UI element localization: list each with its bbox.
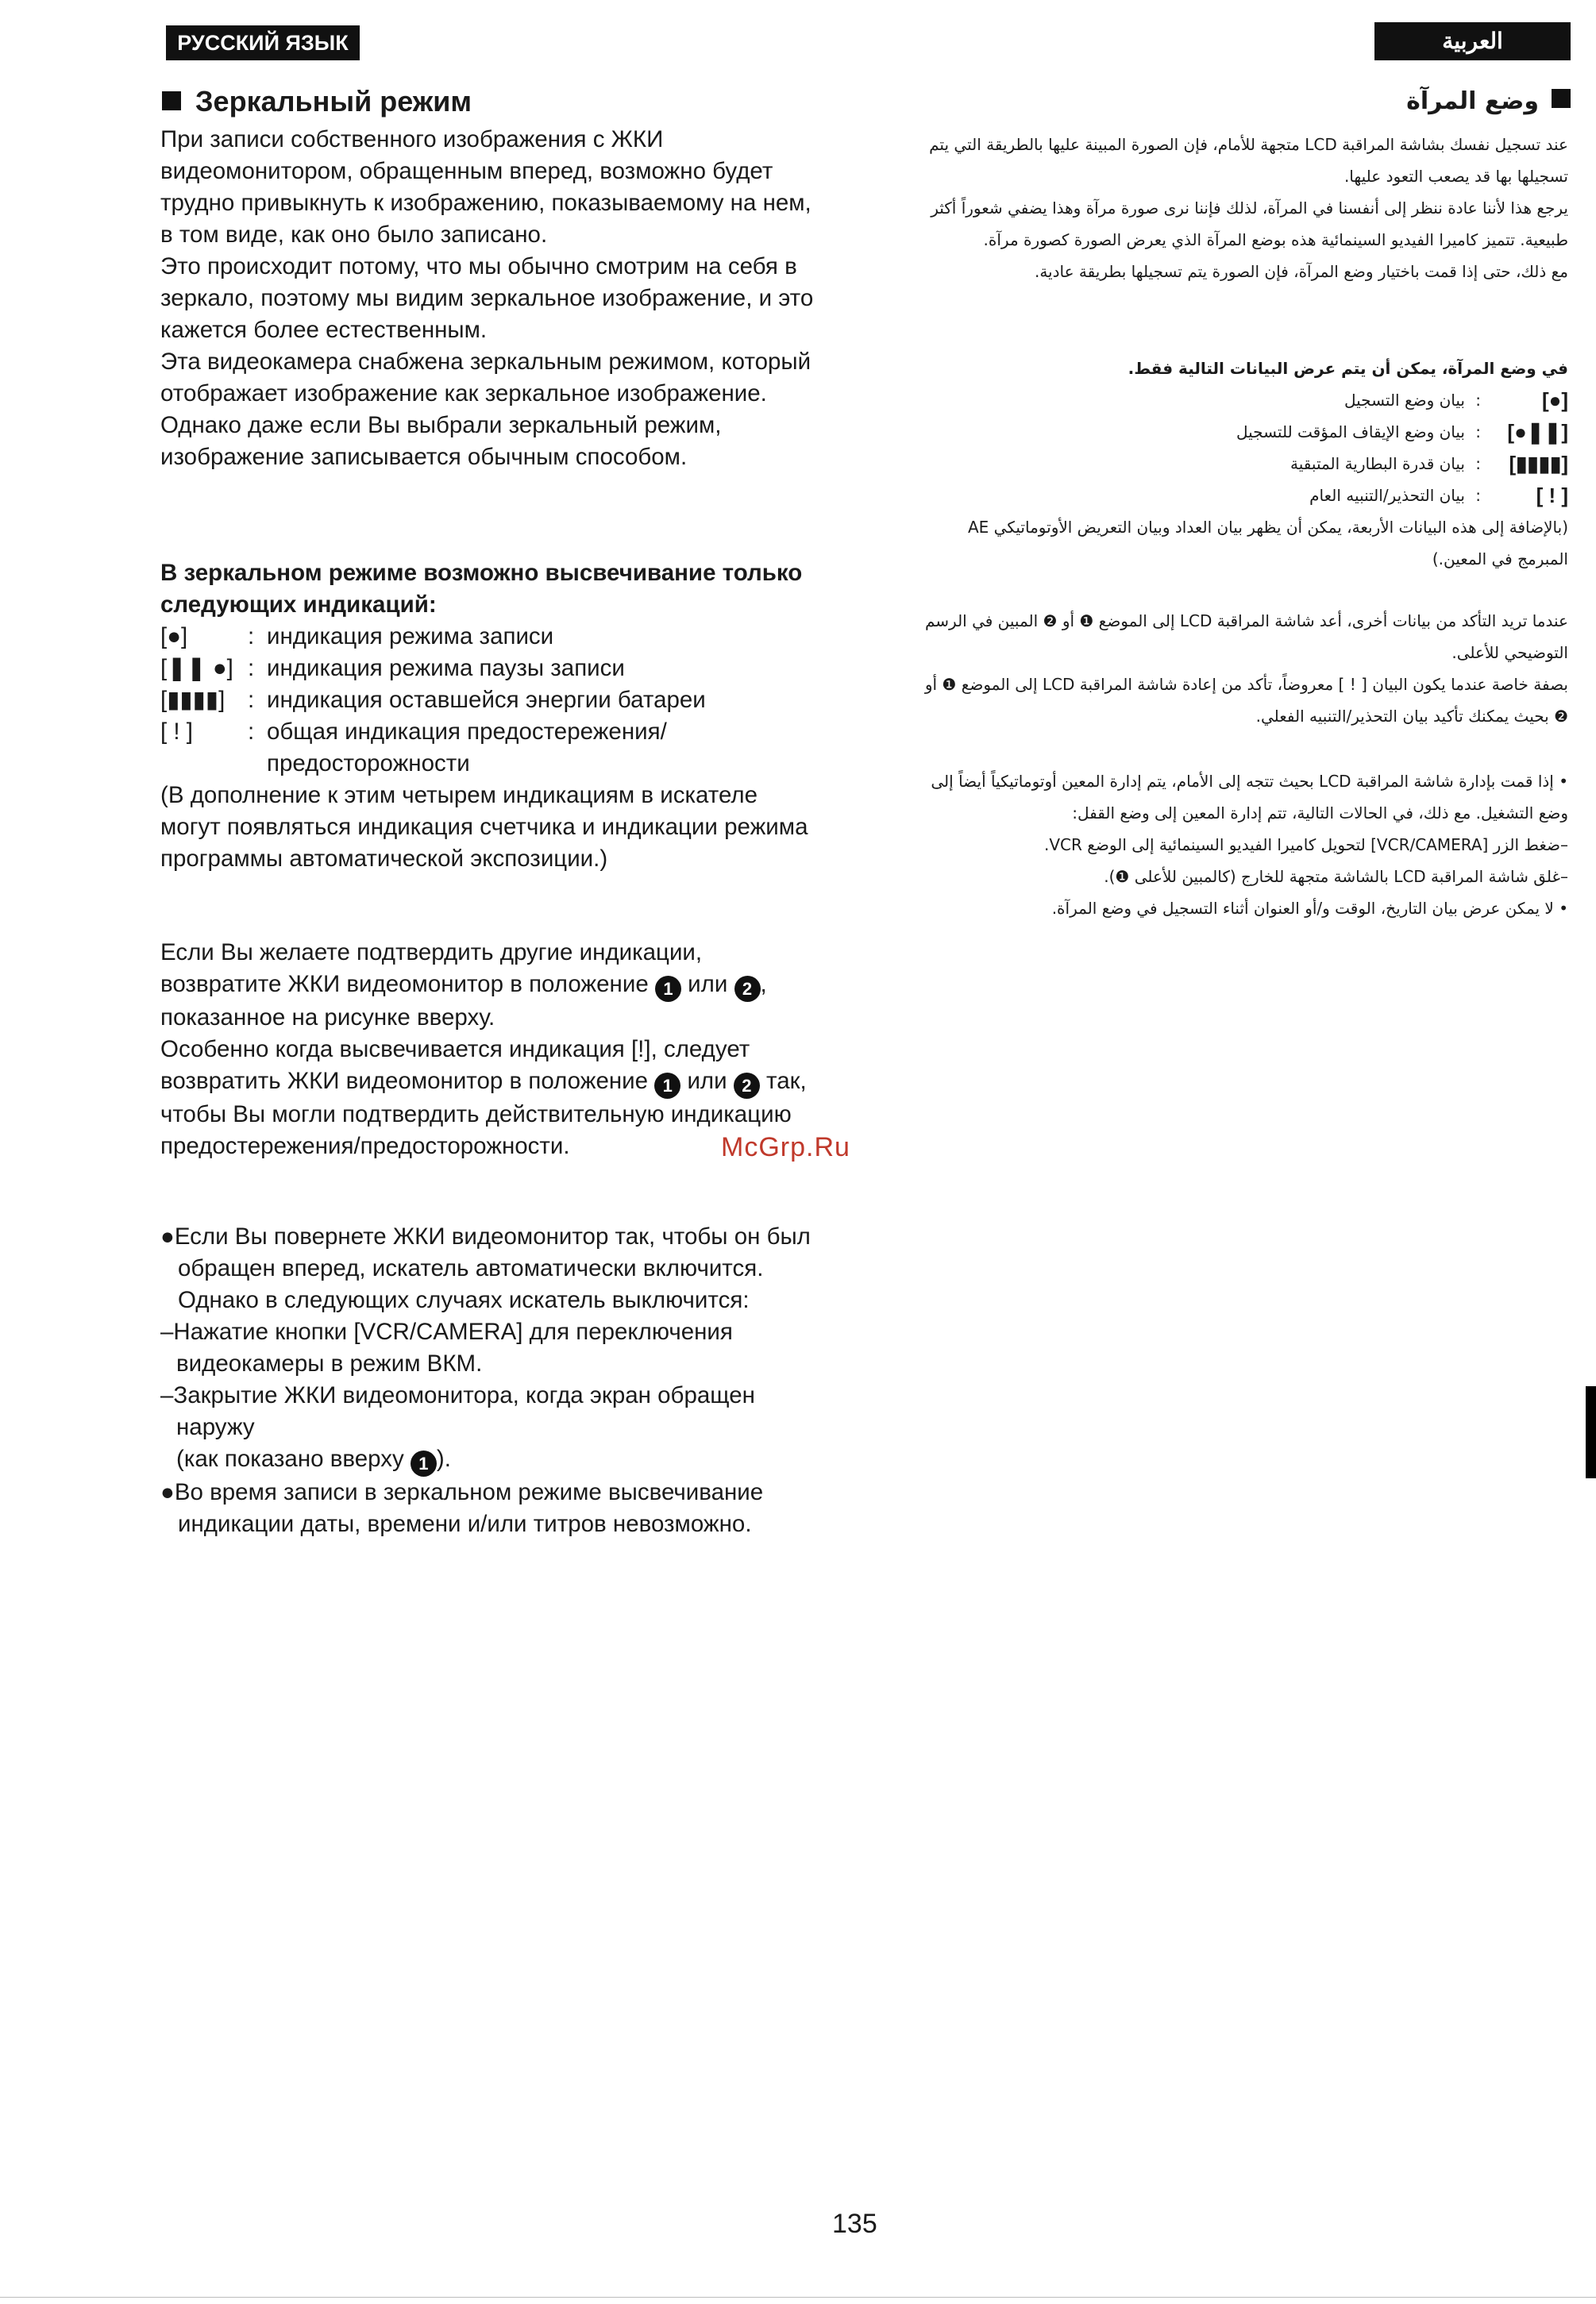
ar-intro-p2: يرجع هذا لأننا عادة ننظر إلى أنفسنا في المرآة، لذلك فإننا نرى صورة مرآة وهذا يضفي شعوراً أكثر طبيعية. تتميز كاميرا الفيديو السينمائية هذه بوضع المرآة الذي يعرض الصورة كصورة مرآة. (931, 198, 1568, 249)
ru-intro-p1: При записи собственного изображения с ЖКИ видеомонитором, обращенным вперед, возможно будет трудно привыкнуть к изображению, показываемому на нем, в том виде, как оно было записано. (160, 126, 811, 248)
ru-indication-row: [ ! ] : общая индикация предостережения/ предосторожности (160, 716, 819, 780)
watermark: McGrp.Ru (721, 1132, 850, 1162)
ar-intro-p3: مع ذلك، حتى إذا قمت باختيار وضع المرآة، فإن الصورة يتم تسجيلها بطريقة عادية. (1034, 262, 1568, 281)
ar-indication-text: بيان وضع التسجيل (1343, 391, 1465, 410)
ru-note-dash-detail: (как показано вверху 1 ). (160, 1443, 819, 1477)
ar-intro (917, 129, 1568, 287)
pause-record-indicator-icon: [❚❚ ●] (160, 655, 233, 681)
record-indicator-icon: [●] (160, 623, 188, 649)
ar-indication-row: [●] : بيان وضع التسجيل (917, 384, 1568, 416)
ru-note-dash: –Закрытие ЖКИ видеомонитора, когда экран обращен наружу (160, 1382, 755, 1440)
page-number: 135 (832, 2209, 877, 2239)
position-2-icon: 2 (734, 976, 761, 1002)
position-1-icon: 1 (655, 976, 681, 1002)
square-bullet-icon (162, 91, 181, 110)
ar-intro-p1: عند تسجيل نفسك بشاشة المراقبة LCD متجهة للأمام، فإن الصورة المبينة عليها بالطريقة التي يتم تسجيلها بها قد يصعب التعود عليها. (929, 135, 1568, 186)
ar-confirm-p2: بصفة خاصة عندما يكون البيان [ ! ] معروضاً، تأكد من إعادة شاشة المراقبة LCD إلى الموضع ❶ أو ❷ بحيث يمكنك تأكيد بيان التحذير/التنبيه الفعلي. (924, 675, 1568, 726)
ar-note-bullet: • إذا قمت بإدارة شاشة المراقبة LCD بحيث تتجه إلى الأمام، يتم إدارة المعين أوتوماتيكياً أيضاً إلى وضع التشغيل. مع ذلك، في الحالات التالية، تتم إدارة المعين إلى وضع القفل: (931, 772, 1568, 823)
warning-indicator-icon: [ ! ] (160, 719, 193, 745)
ru-indication-text: индикация оставшейся энергии батареи (267, 687, 706, 713)
battery-indicator-icon: [▮▮▮▮] (160, 687, 226, 713)
ar-section-title (1191, 83, 1571, 121)
position-1-icon: 1 (411, 1451, 437, 1477)
language-tab-russian: РУССКИЙ ЯЗЫК (166, 25, 360, 60)
ru-section-title (162, 83, 472, 121)
ar-indication-row: [❚❚●] : بيان وضع الإيقاف المؤقت للتسجيل (917, 416, 1568, 448)
ru-confirm-block (160, 937, 819, 1162)
ar-note-dash: –ضغط الزر [VCR/CAMERA] لتحويل كاميرا الفيديو السينمائية إلى الوضع VCR. (1044, 835, 1568, 854)
battery-indicator-icon: [▮▮▮▮] (1509, 452, 1568, 476)
record-indicator-icon: [●] (1541, 388, 1568, 412)
position-1-icon: 1 (654, 1073, 680, 1099)
ru-indications-note: (В дополнение к этим четырем индикациям в искателе могут появляться индикация счетчика и индикации режима программы автоматической экспозиции.) (160, 782, 808, 872)
ru-indication-text: индикация режима паузы записи (267, 655, 625, 681)
ar-title-text: وضع المرآة (1406, 87, 1539, 115)
ru-note-bullet: ●Если Вы повернете ЖКИ видеомонитор так, чтобы он был обращен вперед, искатель автоматически включится. Однако в следующих случаях искатель выключится: (160, 1223, 811, 1313)
ar-confirm-p1: عندما تريد التأكد من بيانات أخرى، أعد شاشة المراقبة LCD إلى الموضع ❶ أو ❷ المبين في الرسم التوضيحي للأعلى. (924, 611, 1568, 662)
ru-subheading: В зеркальном режиме возможно высвечивание только следующих индикаций: (160, 560, 803, 618)
ru-indication-row: [▮▮▮▮] : индикация оставшейся энергии батареи (160, 684, 819, 716)
ru-note-dash: –Нажатие кнопки [VCR/CAMERA] для переключения видеокамеры в режим ВКМ. (160, 1319, 733, 1377)
ru-intro-p3: Эта видеокамера снабжена зеркальным режимом, который отображает изображение как зеркальное изображение. (160, 349, 811, 406)
ru-intro (160, 124, 819, 473)
page-bottom-divider (0, 2297, 1596, 2298)
square-bullet-icon (1552, 89, 1571, 108)
warning-indicator-icon: ! (638, 1036, 645, 1062)
ar-indication-text: بيان التحذير/التنبيه العام (1309, 486, 1465, 505)
ar-indication-text: بيان قدرة البطارية المتبقية (1290, 454, 1465, 473)
ru-confirm-p1: Если Вы желаете подтвердить другие индикации, возвратите ЖКИ видеомонитор в положение 1 или 2 , показанное на рисунке вверху. (160, 939, 767, 1031)
ar-indications-block (917, 353, 1568, 575)
ru-indication-row: [●] : индикация режима записи (160, 621, 819, 653)
position-2-icon: 2 (734, 1073, 760, 1099)
ar-note-dash: –غلق شاشة المراقبة LCD بالشاشة متجهة للخارج (كالمبين للأعلى ❶). (1104, 867, 1568, 886)
ru-indication-text: индикация режима записи (267, 623, 554, 649)
ar-indication-row: [ ! ] : بيان التحذير/التنبيه العام (917, 480, 1568, 511)
ar-notes-block (917, 765, 1568, 924)
ar-note-bullet: • لا يمكن عرض بيان التاريخ، الوقت و/أو العنوان أثناء التسجيل في وضع المرآة. (1051, 899, 1568, 918)
page-edge-tab (1586, 1386, 1596, 1478)
ru-confirm-p2: Особенно когда высвечивается индикация [!], следует возвратить ЖКИ видеомонитор в положение 1 или 2 так, чтобы Вы могли подтвердить действительную индикацию предостережения/предосторожности. (160, 1036, 807, 1159)
ru-indications-block (160, 557, 819, 875)
ar-subheading: في وضع المرآة، يمكن أن يتم عرض البيانات التالية فقط. (1128, 359, 1568, 378)
ar-indication-row: [▮▮▮▮] : بيان قدرة البطارية المتبقية (917, 448, 1568, 480)
warning-indicator-icon: [ ! ] (1536, 484, 1568, 507)
ru-indication-text: общая индикация предостережения/ предосторожности (267, 719, 667, 776)
ru-intro-p2: Это происходит потому, что мы обычно смотрим на себя в зеркало, поэтому мы видим зеркальное изображение, и это кажется более естественным. (160, 253, 814, 343)
pause-record-indicator-icon: [❚❚●] (1507, 420, 1568, 444)
ru-note-bullet: ●Во время записи в зеркальном режиме высвечивание индикации даты, времени и/или титров невозможно. (160, 1479, 764, 1537)
ar-confirm-block (917, 605, 1568, 732)
language-tab-arabic: العربية (1374, 22, 1571, 60)
ar-indications-note: (بالإضافة إلى هذه البيانات الأربعة، يمكن أن يظهر بيان العداد وبيان التعريض الأوتوماتيكي AE المبرمج في المعين.) (968, 518, 1568, 568)
ru-notes-block (160, 1221, 819, 1540)
ru-indication-row: [❚❚ ●] : индикация режима паузы записи (160, 653, 819, 684)
ru-title-text: Зеркальный режим (195, 85, 472, 118)
ar-indication-text: بيان وضع الإيقاف المؤقت للتسجيل (1236, 422, 1465, 441)
ru-intro-p4: Однако даже если Вы выбрали зеркальный режим, изображение записывается обычным способом. (160, 412, 722, 470)
